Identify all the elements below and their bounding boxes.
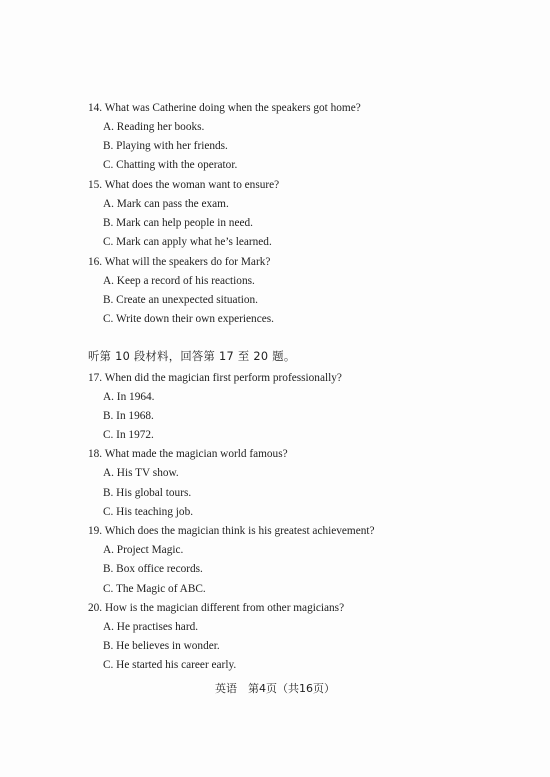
question-16-option-b: B. Create an unexpected situation. [103,294,258,306]
question-14-option-c: C. Chatting with the operator. [103,159,238,171]
question-16-option-a: A. Keep a record of his reactions. [103,275,255,287]
question-20: 20. How is the magician different from other magicians? [88,602,345,614]
question-17-option-c: C. In 1972. [103,429,154,441]
question-16: 16. What will the speakers do for Mark? [88,256,271,268]
question-14: 14. What was Catherine doing when the speakers got home? [88,102,361,114]
question-18-option-b: B. His global tours. [103,487,192,499]
question-20-option-b: B. He believes in wonder. [103,640,220,652]
question-17-option-a: A. In 1964. [103,391,155,403]
question-17-option-b: B. In 1968. [103,410,154,422]
question-19-option-c: C. The Magic of ABC. [103,583,206,595]
question-15-option-b: B. Mark can help people in need. [103,217,253,229]
question-20-option-c: C. He started his career early. [103,659,237,671]
section-heading: 听第 10 段材料，回答第 17 至 20 题。 [88,350,296,363]
page-footer: 英语 第4页（共16页） [215,682,335,695]
question-14-option-b: B. Playing with her friends. [103,140,228,152]
question-15-option-a: A. Mark can pass the exam. [103,198,229,210]
question-19-option-a: A. Project Magic. [103,544,184,556]
question-15-option-c: C. Mark can apply what he’s learned. [103,236,272,248]
question-18: 18. What made the magician world famous? [88,448,288,460]
question-17: 17. When did the magician first perform professionally? [88,372,342,384]
question-20-option-a: A. He practises hard. [103,621,199,633]
question-19: 19. Which does the magician think is his greatest achievement? [88,525,375,537]
question-19-option-b: B. Box office records. [103,563,203,575]
question-15: 15. What does the woman want to ensure? [88,179,280,191]
question-16-option-c: C. Write down their own experiences. [103,313,274,325]
question-14-option-a: A. Reading her books. [103,121,205,133]
question-18-option-a: A. His TV show. [103,467,179,479]
question-18-option-c: C. His teaching job. [103,506,194,518]
